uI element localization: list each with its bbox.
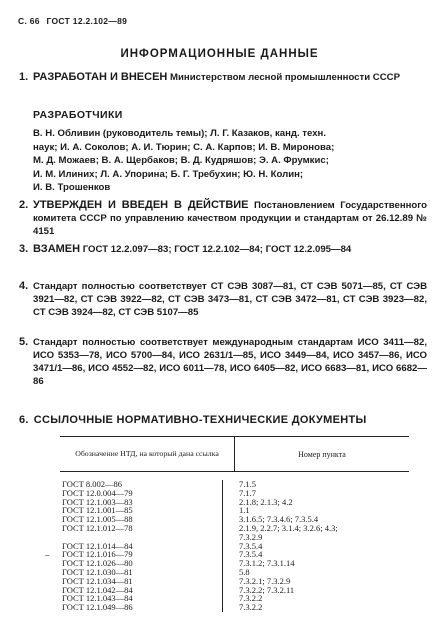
section-4 (19, 280, 427, 319)
cell-document: ГОСТ 8.002—86 (62, 479, 123, 489)
table-header (60, 436, 409, 472)
cell-document: ГОСТ 12.1.043—84 (62, 593, 133, 604)
cell-clause: 2.1.8; 2.1.3; 4.2 (239, 496, 293, 507)
developers-line: В. Н. Обливин (руководитель темы); Л. Г. Казаков, канд. техн. (33, 128, 327, 139)
section-text: ГОСТ 12.2.097—83; ГОСТ 12.2.102—84; ГОСТ 12.2.095—84 (80, 244, 352, 255)
cell-clause: 3.1.6.5; 7.3.4.6; 7.3.5.4 (239, 514, 319, 525)
section-number: 3. (19, 243, 29, 255)
section-number: 2. (19, 199, 29, 211)
section-number: 1. (19, 71, 29, 83)
section-lead: УТВЕРЖДЕН И ВВЕДЕН В ДЕЙСТВИЕ (33, 199, 249, 211)
cell-clause: 1.1 (239, 505, 250, 516)
cell-document: ГОСТ 12.1.034—81 (62, 575, 133, 586)
developers-list (33, 127, 427, 195)
section-6-title (19, 414, 367, 426)
table-body (60, 480, 409, 612)
section-2 (19, 199, 427, 238)
section-1 (19, 71, 427, 84)
section-number: 5. (19, 336, 29, 348)
page-gost-code: ГОСТ 12.2.102—89 (46, 16, 128, 26)
section-number: 4. (19, 280, 29, 292)
section-lead: РАЗРАБОТАН И ВНЕСЕН (33, 71, 168, 83)
developers-line: наук; И. А. Соколов; А. И. Тюрин; С. А. Карпов; И. В. Миронова; (33, 141, 335, 153)
section-text: Постановлением Государственного комитета СССР по управлению качеством продукции и стандартам от 26.12.89 № 4151 (33, 200, 427, 237)
table-row (60, 603, 409, 612)
cell-clause: 7.3.2.2; 7.3.2.11 (239, 584, 295, 595)
page-header (18, 16, 127, 26)
references-table (60, 436, 409, 612)
cell-document: ГОСТ 12.1.049—86 (62, 602, 133, 613)
section-5 (19, 336, 427, 388)
page-number: С. 66 (18, 16, 40, 26)
cell-clause: 7.1.7 (239, 487, 256, 498)
cell-clause: 5.8 (239, 566, 250, 577)
cell-document: ГОСТ 12.1.005—88 (62, 514, 133, 525)
cell-document: ГОСТ 12.1.003—83 (62, 496, 133, 507)
cell-clause: 7.3.5.4 (239, 549, 263, 560)
cell-document: ГОСТ 12.1.030—81 (62, 566, 133, 577)
cell-clause: 7.3.1.2; 7.3.1.14 (239, 558, 295, 569)
cell-document: ГОСТ 12.1.042—84 (62, 584, 133, 595)
section-heading: ССЫЛОЧНЫЕ НОРМАТИВНО-ТЕХНИЧЕСКИЕ ДОКУМЕНТЫ (33, 414, 367, 426)
cell-clause: 7.3.2.2 (239, 602, 263, 613)
section-lead: ВЗАМЕН (33, 243, 81, 255)
section-text: Стандарт полностью соответствует международным стандартам ИСО 3411—82, ИСО 5353—78, ИСО 5700—84, ИСО 2631/1—85, ИСО 3449—84, ИСО 3457—86, ИСО 3471/1—86, ИСО 4552—82, ИСО 6011—78, ИСО 6405—82, ИСО 6683—81, ИСО 6682—86 (33, 337, 427, 387)
cell-document: ГОСТ 12.1.001—85 (62, 505, 133, 516)
cell-document: ГОСТ 12.0.004—79 (62, 487, 133, 498)
section-3 (19, 243, 427, 256)
cell-clause: 7.3.2.1; 7.3.2.9 (239, 575, 291, 586)
cell-clause: 7.3.2.9 (239, 531, 263, 542)
section-text: Министерством лесной промышленности СССР (167, 72, 400, 83)
section-text: Стандарт полностью соответствует СТ СЭВ 3087—81, СТ СЭВ 5071—85, СТ СЭВ 3921—82, СТ СЭВ 3922—82, СТ СЭВ 3473—81, СТ СЭВ 3472—81, СТ СЭВ 3923—82, СТ СЭВ 3924—82, СТ СЭВ 5107—85 (33, 281, 427, 318)
developers-line: И. В. Трошенков (33, 182, 111, 194)
cell-document: ГОСТ 12.1.026—80 (62, 558, 133, 569)
document-title: ИНФОРМАЦИОННЫЕ ДАННЫЕ (120, 48, 319, 60)
cell-clause: 7.3.5.4 (239, 540, 263, 551)
column-header-document: Обозначение НТД, на который дана ссылка (60, 437, 235, 471)
developers-line: М. Д. Можаев; В. А. Щербаков; В. Д. Кудряшов; Э. А. Фрумкис; (33, 155, 329, 167)
section-number: 6. (19, 414, 29, 426)
cell-document: ГОСТ 12.1.012—78 (62, 522, 133, 533)
table-row (60, 524, 409, 533)
cell-clause: 7.1.5 (239, 479, 256, 489)
developers-line: И. М. Илиних; Л. А. Упорина; Б. Г. Требухин; Ю. Н. Колин; (33, 168, 304, 180)
cell-document: ГОСТ 12.1.014—84 (62, 540, 133, 551)
cell-clause: 7.3.2.2 (239, 593, 263, 604)
cell-clause: 2.1.9, 2.2.7; 3.1.4; 3.2.6; 4.3; (239, 522, 338, 533)
column-header-clause: Номер пункта (298, 449, 346, 459)
cell-document: ГОСТ 12.1.016—79 (62, 549, 133, 560)
margin-dash: – (45, 550, 50, 560)
developers-heading: РАЗРАБОТЧИКИ (33, 109, 123, 121)
